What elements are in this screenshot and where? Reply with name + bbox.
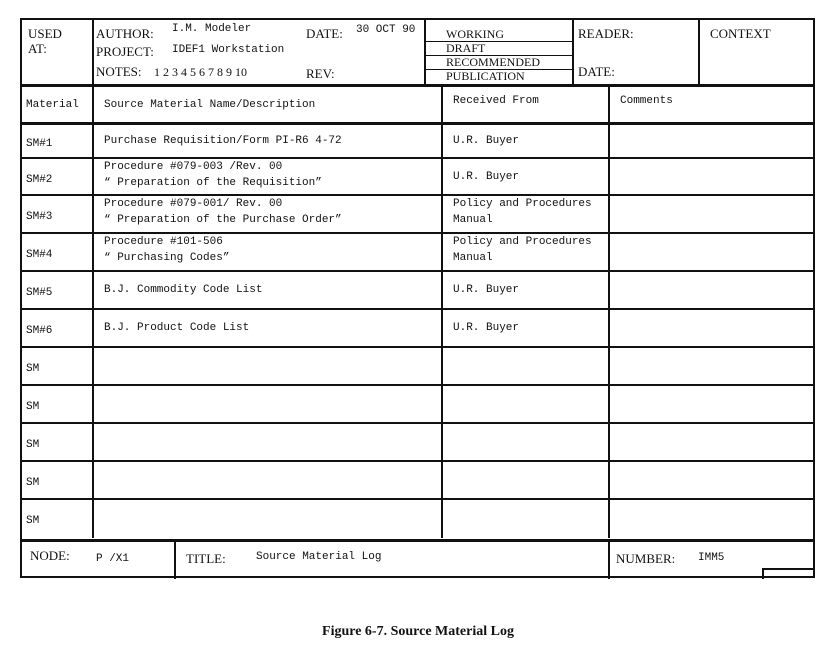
material-id-cell: SM [26,439,40,451]
date-label: DATE: [306,26,343,41]
description-cell [92,424,441,460]
table-row [22,310,813,348]
description-cell [92,500,441,538]
used-at-label: USED AT: [28,26,62,56]
material-id-cell: SM [26,515,40,527]
comments-cell [608,386,813,422]
author-value: I.M. Modeler [172,23,252,35]
comments-cell [608,272,813,308]
material-id-cell: SM#1 [26,138,53,150]
material-id-cell: SM [26,401,40,413]
divider [174,542,176,579]
comments-cell [608,125,813,157]
comments-cell [608,462,813,498]
comments-cell [608,424,813,460]
material-id-cell: SM [26,477,40,489]
context-cell [700,20,813,84]
comments-cell [608,348,813,384]
date-value: 30 OCT 90 [356,24,416,36]
node-label: NODE: [30,548,70,563]
author-cell [94,20,424,84]
material-id-cell: SM [26,363,40,375]
project-value: IDEF1 Workstation [172,44,285,56]
material-id-cell: SM#5 [26,287,53,299]
description-cell: B.J. Product Code List [92,310,441,346]
author-label: AUTHOR: [96,26,154,41]
title-value: Source Material Log [256,551,382,563]
description-cell: B.J. Commodity Code List [92,272,441,308]
description-cell: Procedure #079-001/ Rev. 00 “ Preparation of the Purchase Order” [92,196,441,232]
figure-caption: Figure 6-7. Source Material Log [322,624,514,639]
comments-cell [608,159,813,194]
table-row [22,424,813,462]
material-id-cell: SM#4 [26,249,53,261]
table-row [22,196,813,234]
status-recommended: RECOMMENDED [426,56,572,70]
received-from-cell [441,462,608,498]
material-id-cell: SM#2 [26,174,53,186]
table-row [22,125,813,159]
description-cell: Procedure #101-506 “ Purchasing Codes” [92,234,441,270]
status-draft: DRAFT [426,42,572,56]
description-cell [92,386,441,422]
reader-label: READER: [578,26,634,41]
table-row [22,348,813,386]
reader-cell [574,20,698,84]
source-material-log-form [20,18,815,578]
form-header [22,20,813,87]
project-label: PROJECT: [96,44,154,59]
received-from-cell [441,424,608,460]
received-from-cell: U.R. Buyer [441,272,608,308]
material-id-cell: SM#6 [26,325,53,337]
description-cell: Procedure #079-003 /Rev. 00 “ Preparation of the Requisition” [92,159,441,194]
received-from-cell: Policy and Procedures Manual [441,196,608,232]
status-cell [426,20,572,84]
received-from-cell: Policy and Procedures Manual [441,234,608,270]
number-label: NUMBER: [616,551,676,566]
col-header-received-from: Received From [441,87,608,122]
corner-box [762,568,813,579]
received-from-cell: U.R. Buyer [441,310,608,346]
comments-cell [608,500,813,538]
comments-cell [608,196,813,232]
table-row [22,159,813,196]
used-at-cell [22,20,92,84]
received-from-cell [441,348,608,384]
col-header-material: Material [26,99,79,111]
number-value: IMM5 [698,552,725,564]
table-header-row [22,87,813,125]
received-from-cell: U.R. Buyer [441,125,608,157]
table-row [22,234,813,272]
col-header-comments: Comments [608,87,813,122]
form-footer [22,539,813,579]
reader-date-label: DATE: [578,64,615,79]
status-publication: PUBLICATION [446,70,525,83]
comments-cell [608,310,813,346]
node-value: P /X1 [96,553,130,565]
table-row [22,462,813,500]
description-cell [92,462,441,498]
material-id-cell: SM#3 [26,211,53,223]
received-from-cell [441,386,608,422]
description-cell [92,348,441,384]
divider [608,542,610,579]
notes-value: 1 2 3 4 5 6 7 8 9 10 [154,65,247,79]
notes-label: NOTES: [96,64,142,79]
status-working: WORKING [426,28,572,42]
title-label: TITLE: [186,551,226,566]
col-header-description: Source Material Name/Description [92,87,441,122]
table-row [22,386,813,424]
rev-label: REV: [306,66,335,81]
received-from-cell [441,500,608,538]
comments-cell [608,234,813,270]
context-label: CONTEXT [710,26,771,41]
table-row [22,272,813,310]
description-cell: Purchase Requisition/Form PI-R6 4-72 [92,125,441,157]
table-row [22,500,813,538]
received-from-cell: U.R. Buyer [441,159,608,194]
